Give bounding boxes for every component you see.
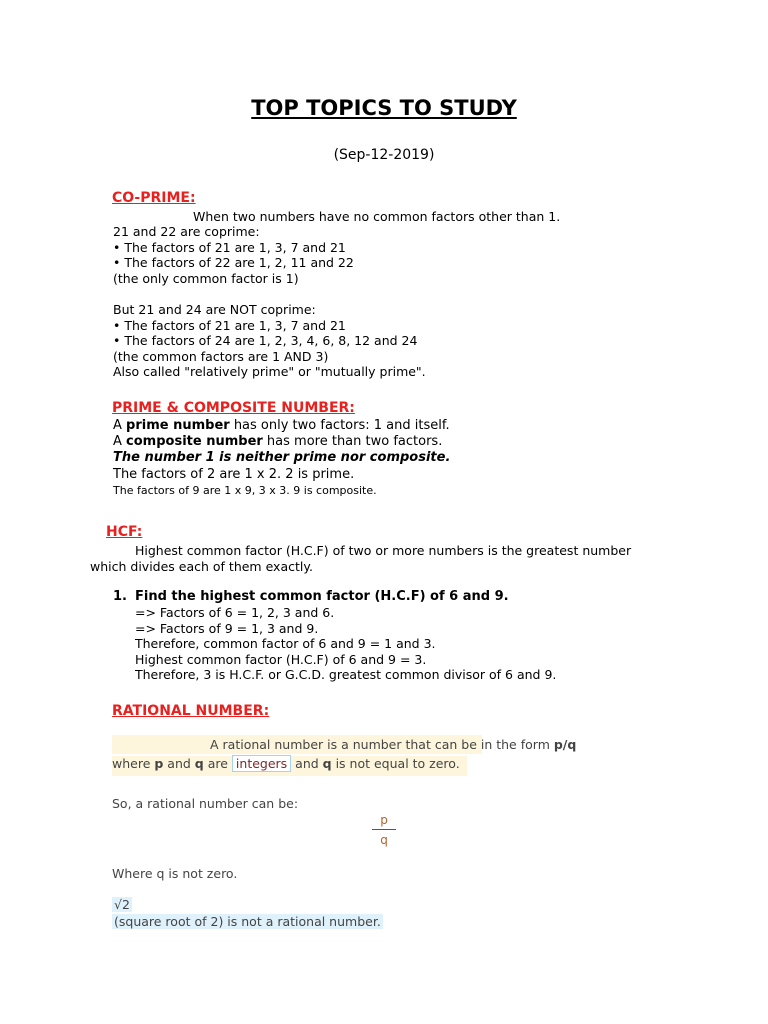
text: are	[203, 756, 232, 771]
text: has more than two factors.	[262, 434, 443, 449]
var-q: q	[194, 756, 204, 771]
prime-heading: PRIME & COMPOSITE NUMBER:	[112, 400, 355, 416]
rational-heading: RATIONAL NUMBER:	[112, 703, 270, 719]
rational-so: So, a rational number can be:	[112, 796, 299, 811]
coprime-line: 21 and 22 are coprime:	[113, 224, 260, 239]
hcf-step: Highest common factor (H.C.F) of 6 and 9 = 3.	[135, 651, 427, 667]
hcf-step: Therefore, 3 is H.C.F. or G.C.D. greatest common divisor of 6 and 9.	[135, 667, 557, 682]
prime-number-term: prime number	[126, 418, 230, 433]
coprime-line: • The factors of 22 are 1, 2, 11 and 22	[113, 255, 354, 271]
rational-where: Where q is not zero.	[112, 866, 238, 881]
text: and	[291, 756, 323, 771]
coprime-line: But 21 and 24 are NOT coprime:	[113, 301, 316, 317]
date-label: (Sep-12-2019)	[333, 147, 435, 163]
text: A rational number is a number that can be in the form	[210, 737, 554, 752]
hcf-steps	[135, 605, 556, 683]
coprime-line: • The factors of 24 are 1, 2, 3, 4, 6, 8, 12 and 24	[113, 333, 418, 349]
hcf-step: Therefore, common factor of 6 and 9 = 1 and 3.	[135, 636, 436, 651]
fraction-numerator: p	[380, 813, 388, 827]
sqrt-note: (square root of 2) is not a rational number.	[114, 914, 381, 929]
prime-line-4: The factors of 2 are 1 x 2. 2 is prime.	[113, 467, 355, 482]
hcf-step: => Factors of 9 = 1, 3 and 9.	[135, 620, 319, 636]
coprime-intro: When two numbers have no common factors other than 1.	[193, 209, 561, 224]
hcf-question: Find the highest common factor (H.C.F) of 6 and 9.	[135, 589, 509, 604]
text: A	[113, 418, 127, 433]
text: and	[163, 756, 195, 771]
text: where	[112, 756, 155, 771]
coprime-line: (the only common factor is 1)	[113, 270, 299, 286]
text: has only two factors: 1 and itself.	[229, 418, 450, 433]
prime-line-3: The number 1 is neither prime nor composite.	[113, 450, 451, 465]
coprime-line: Also called "relatively prime" or "mutually prime".	[113, 364, 426, 380]
coprime-line: (the common factors are 1 AND 3)	[113, 348, 329, 364]
fraction-bar	[372, 829, 396, 830]
prime-line-5: The factors of 9 are 1 x 9, 3 x 3. 9 is composite.	[113, 484, 377, 497]
hcf-question-number: 1.	[113, 589, 127, 604]
prime-line-2	[113, 434, 442, 449]
hcf-heading: HCF:	[106, 524, 143, 540]
prime-line-1	[113, 418, 450, 433]
composite-number-term: composite number	[126, 434, 263, 449]
coprime-line	[113, 286, 426, 302]
p-over-q: p/q	[553, 737, 577, 752]
var-q: q	[322, 756, 332, 771]
fraction-denominator: q	[380, 833, 388, 847]
var-p: p	[154, 756, 164, 771]
page-title: TOP TOPICS TO STUDY	[251, 96, 517, 120]
text: A	[113, 434, 127, 449]
coprime-heading: CO-PRIME:	[112, 190, 196, 206]
hcf-definition-1: Highest common factor (H.C.F) of two or more numbers is the greatest number	[135, 543, 632, 558]
coprime-body	[113, 224, 426, 380]
rational-line-2	[112, 756, 467, 776]
sqrt-symbol: √2	[114, 897, 130, 912]
integers-link[interactable]: integers	[232, 755, 291, 772]
rational-line-1	[210, 737, 576, 752]
hcf-step: => Factors of 6 = 1, 2, 3 and 6.	[135, 605, 335, 620]
hcf-definition-2: which divides each of them exactly.	[90, 559, 313, 574]
coprime-line: • The factors of 21 are 1, 3, 7 and 21	[113, 317, 346, 333]
coprime-line: • The factors of 21 are 1, 3, 7 and 21	[113, 239, 346, 255]
text: is not equal to zero.	[331, 756, 460, 771]
